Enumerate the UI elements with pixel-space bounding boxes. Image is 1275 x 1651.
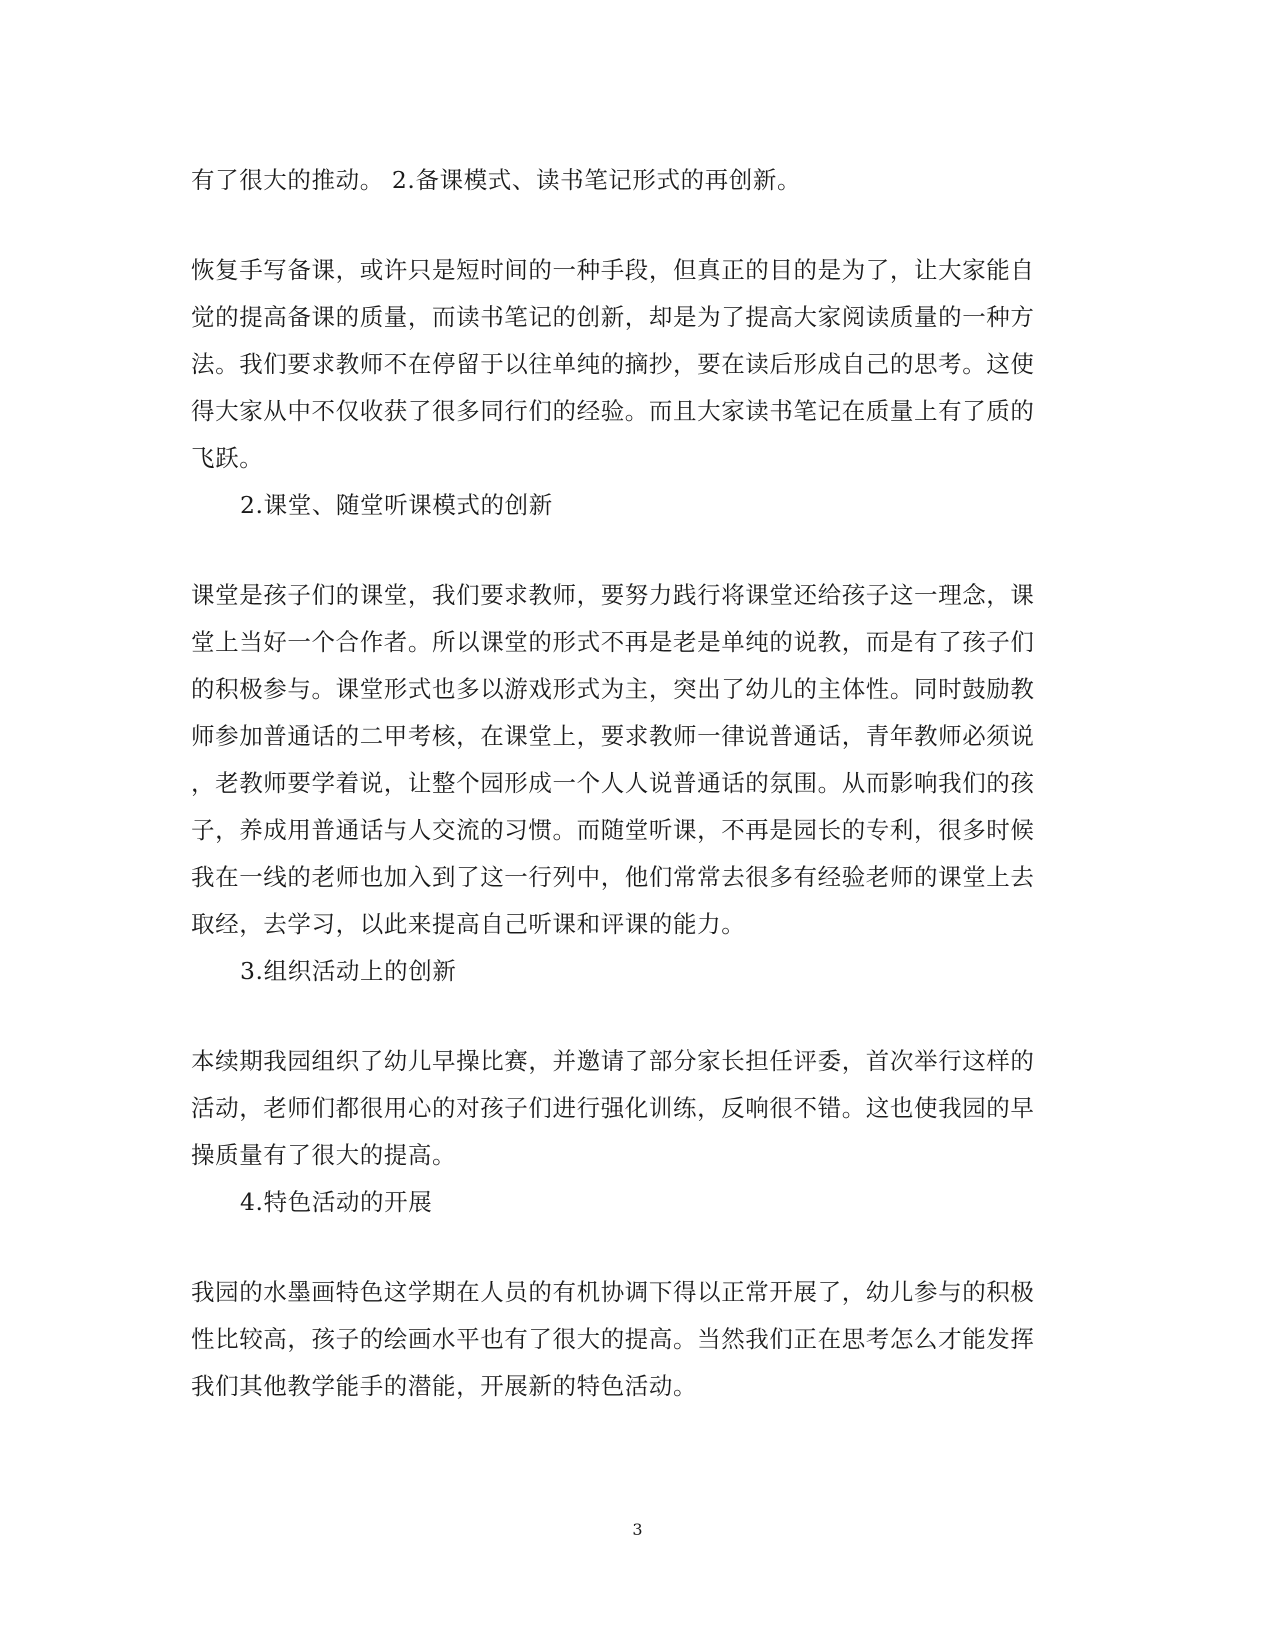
section-heading: 3.组织活动上的创新 (240, 957, 457, 985)
text-line: 性比较高，孩子的绘画水平也有了很大的提高。当然我们正在思考怎么才能发挥 (191, 1325, 1035, 1353)
text-line: 得大家从中不仅收获了很多同行们的经验。而且大家读书笔记在质量上有了质的 (191, 397, 1035, 425)
text-line: 觉的提高备课的质量，而读书笔记的创新，却是为了提高大家阅读质量的一种方 (191, 303, 1035, 331)
text-line: 活动，老师们都很用心的对孩子们进行强化训练，反响很不错。这也使我园的早 (191, 1094, 1035, 1122)
text-line: 我们其他教学能手的潜能，开展新的特色活动。 (191, 1372, 698, 1400)
text-line: 堂上当好一个合作者。所以课堂的形式不再是老是单纯的说教，而是有了孩子们 (191, 628, 1035, 656)
text-line: ，老教师要学着说，让整个园形成一个人人说普通话的氛围。从而影响我们的孩 (191, 769, 1035, 797)
text-line: 操质量有了很大的提高。 (191, 1141, 457, 1169)
text-line: 课堂是孩子们的课堂，我们要求教师，要努力践行将课堂还给孩子这一理念，课 (191, 581, 1035, 609)
text-line: 恢复手写备课，或许只是短时间的一种手段，但真正的目的是为了，让大家能自 (191, 256, 1035, 284)
text-line: 子，养成用普通话与人交流的习惯。而随堂听课，不再是园长的专利，很多时候 (191, 816, 1035, 844)
text-line: 我在一线的老师也加入到了这一行列中，他们常常去很多有经验老师的课堂上去 (191, 863, 1035, 891)
text-line: 的积极参与。课堂形式也多以游戏形式为主，突出了幼儿的主体性。同时鼓励教 (191, 675, 1035, 703)
text-line: 我园的水墨画特色这学期在人员的有机协调下得以正常开展了，幼儿参与的积极 (191, 1278, 1035, 1306)
text-line: 取经，去学习，以此来提高自己听课和评课的能力。 (191, 910, 746, 938)
text-line: 飞跃。 (191, 444, 264, 472)
text-line: 法。我们要求教师不在停留于以往单纯的摘抄，要在读后形成自己的思考。这使 (191, 350, 1035, 378)
text-line: 师参加普通话的二甲考核，在课堂上，要求教师一律说普通话，青年教师必须说 (191, 722, 1035, 750)
section-heading: 4.特色活动的开展 (240, 1188, 433, 1216)
text-line: 有了很大的推动。 2.备课模式、读书笔记形式的再创新。 (191, 166, 802, 194)
text-line: 本续期我园组织了幼儿早操比赛，并邀请了部分家长担任评委，首次举行这样的 (191, 1047, 1035, 1075)
section-heading: 2.课堂、随堂听课模式的创新 (240, 491, 553, 519)
page-number: 3 (632, 1520, 643, 1539)
